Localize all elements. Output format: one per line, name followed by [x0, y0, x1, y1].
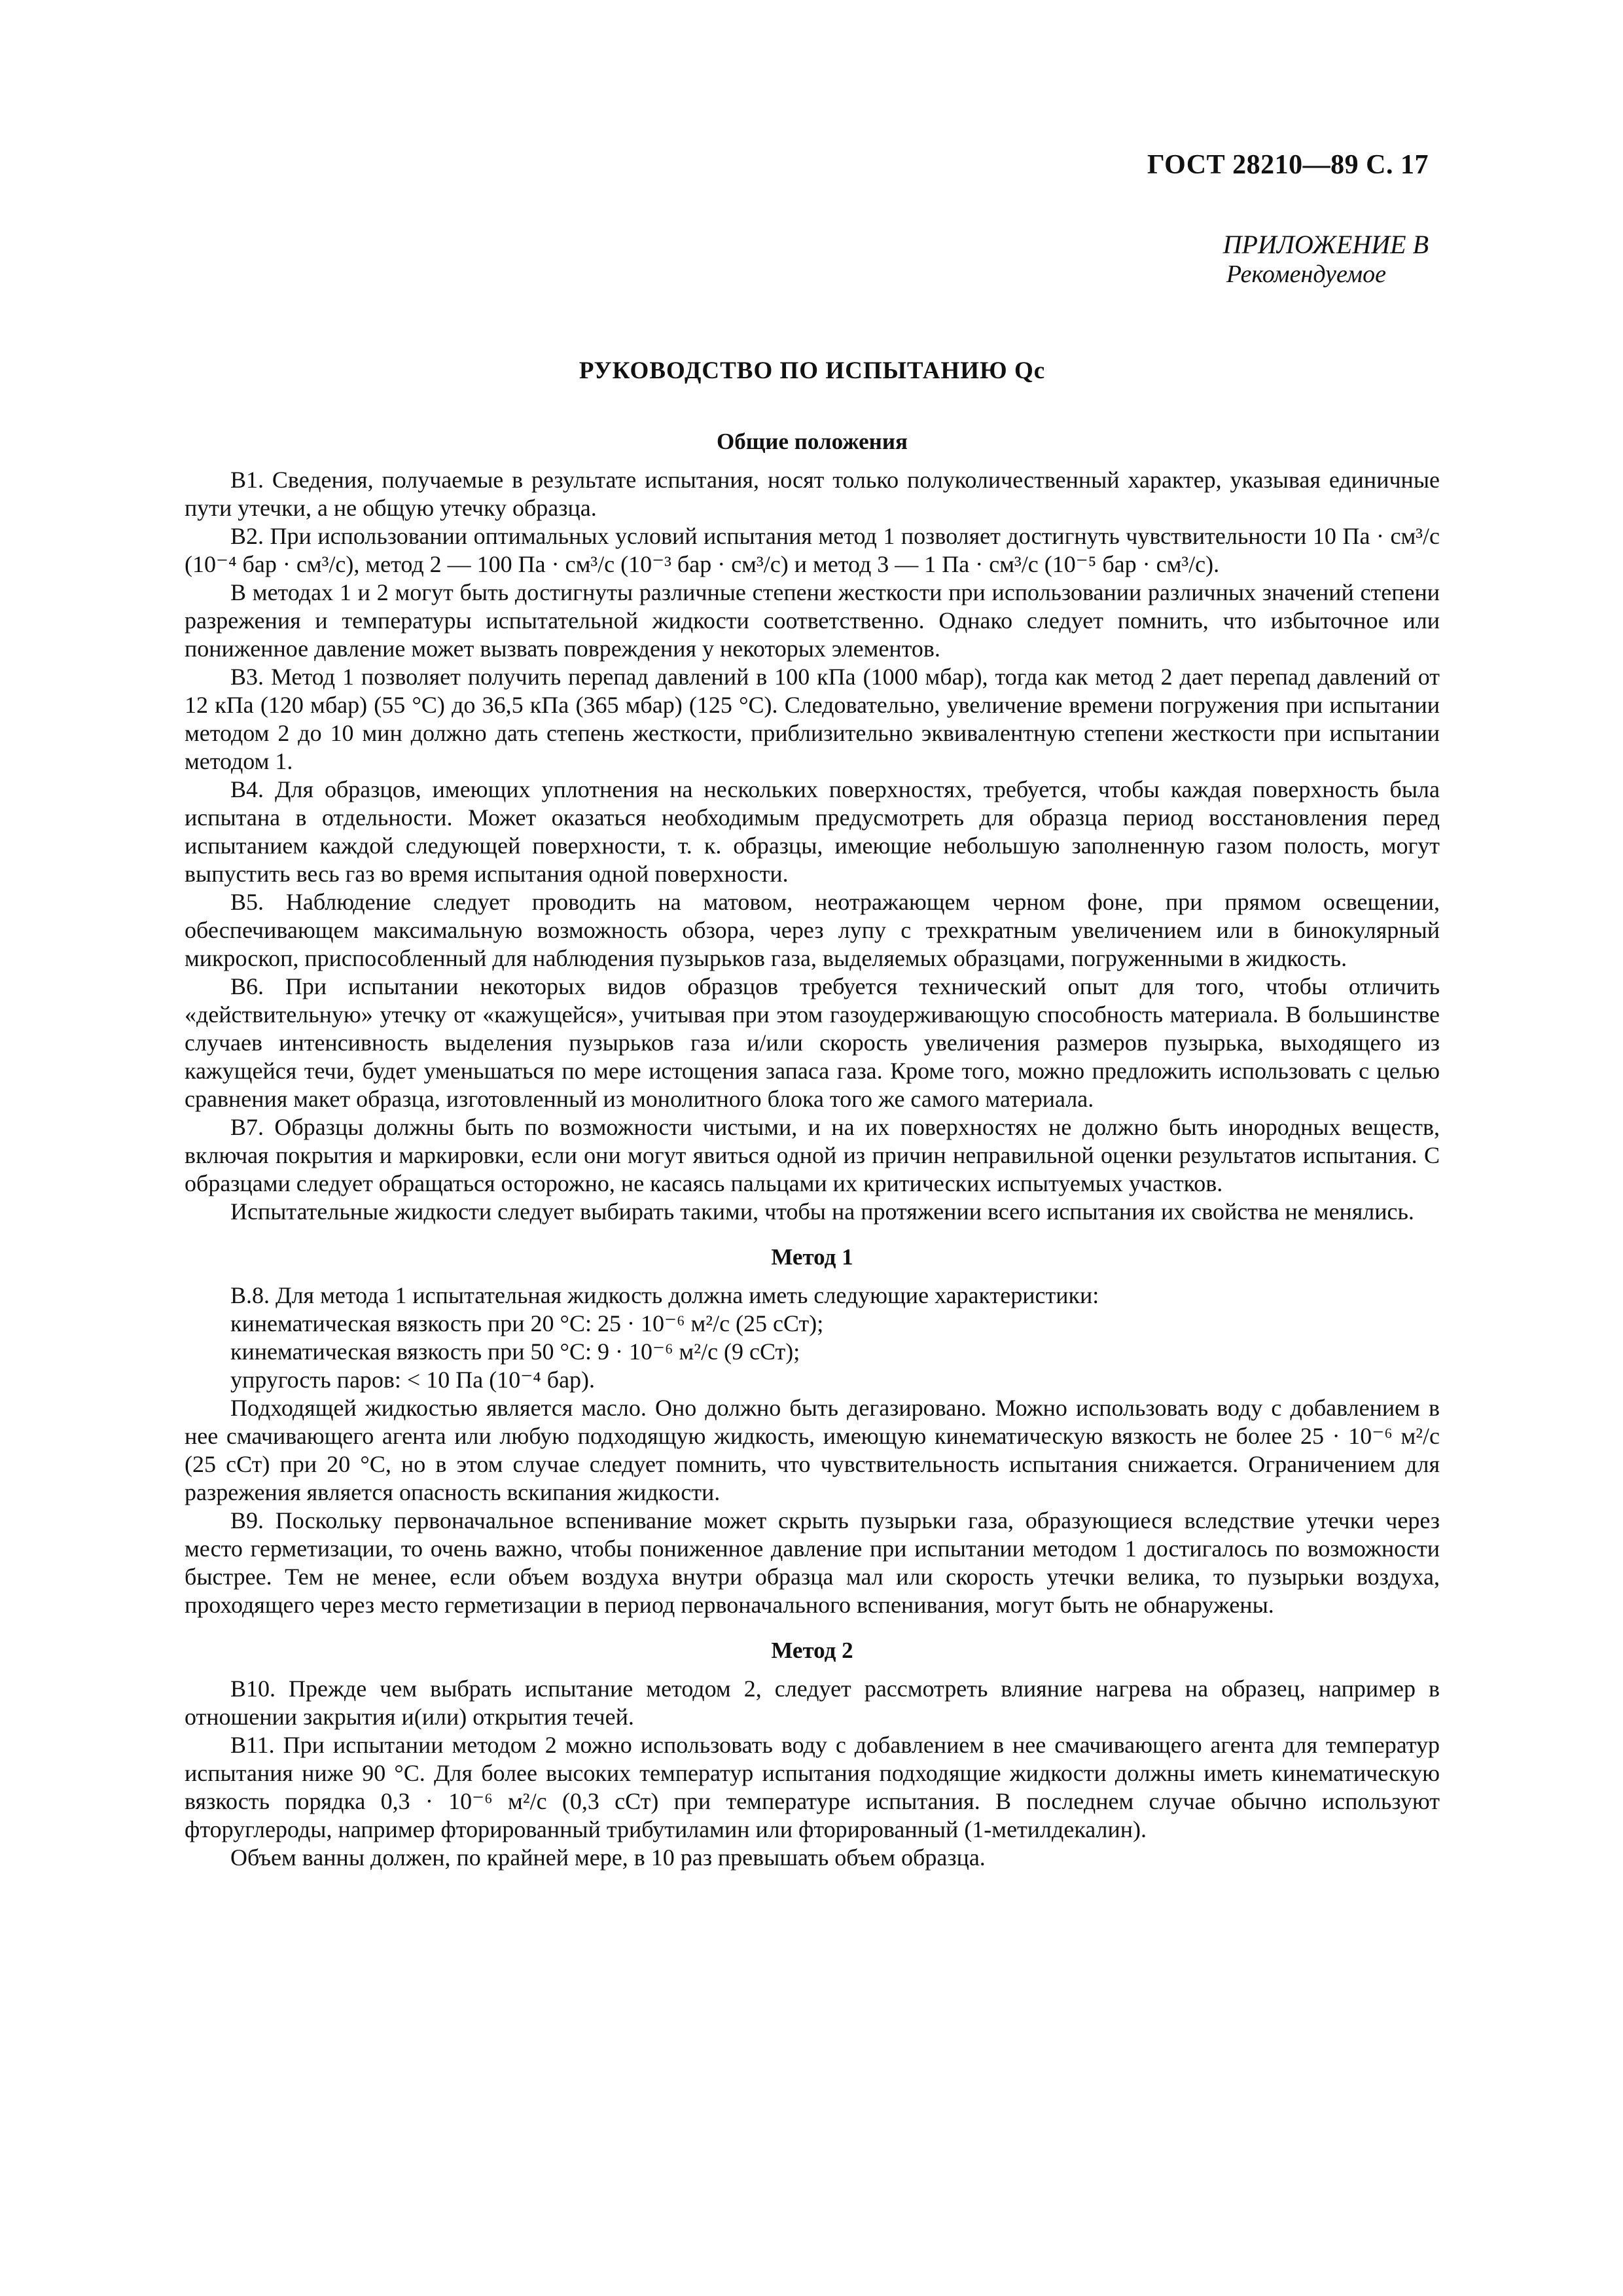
paragraph-b4: В4. Для образцов, имеющих уплотнения на нескольких поверхностях, требуется, чтобы каждая поверхность была испытана в отдельности. Может оказаться необходимым предусмотреть для образца период восстановления перед испытанием каждой следующей поверхности, т. к. образцы, имеющие небольшую заполненную газом полость, могут выпустить весь газ во время испытания одной поверхности. — [185, 776, 1440, 887]
paragraph-b1: В1. Сведения, получаемые в результате испытания, носят только полуколичественный характер, указывая единичные пути утечки, а не общую утечку образца. — [185, 467, 1440, 521]
list-item-viscosity-20: кинематическая вязкость при 20 °С: 25 · 10⁻⁶ м²/с (25 сСт); — [230, 1310, 824, 1336]
paragraph-b9: В9. Поскольку первоначальное вспенивание может скрыть пузырьки газа, образующиеся вследствие утечки через место герметизации, то очень важно, чтобы пониженное давление при испытании методом 1 достигалось по возможности быстрее. Тем не менее, если объем воздуха внутри образца мал или скорость утечки велика, то пузырьки воздуха, проходящего через место герметизации в период первоначального вспенивания, могут быть не обнаружены. — [185, 1507, 1440, 1618]
paragraph-b3: В3. Метод 1 позволяет получить перепад давлений в 100 кПа (1000 мбар), тогда как метод 2 дает перепад давлений от 12 кПа (120 мбар) (55 °С) до 36,5 кПа (365 мбар) (125 °С). Следовательно, увеличение времени погружения при испытании методом 2 до 10 мин должно дать степень жесткости, приблизительно эквивалентную степени жесткости при испытании методом 1. — [185, 664, 1440, 774]
document-body — [185, 357, 1440, 1872]
appendix-status: Рекомендуемое — [1226, 260, 1386, 288]
paragraph-b2: В2. При использовании оптимальных условий испытания метод 1 позволяет достигнуть чувствительности 10 Па · см³/с (10⁻⁴ бар · см³/с), метод 2 — 100 Па · см³/с (10⁻³ бар · см³/с) и метод 3 — 1 Па · см³/с (10⁻⁵ бар · см³/с). — [185, 523, 1440, 577]
paragraph-b11-cont: Объем ванны должен, по крайней мере, в 10 раз превышать объем образца. — [230, 1844, 986, 1871]
document-title: РУКОВОДСТВО ПО ИСПЫТАНИЮ Qc — [579, 357, 1046, 384]
section-heading-method-1: Метод 1 — [771, 1244, 853, 1270]
paragraph-b6: В6. При испытании некоторых видов образцов требуется технический опыт для того, чтобы отличить «действительную» утечку от «кажущейся», учитывая при этом газоудерживающую способность материала. В большинстве случаев интенсивность выделения пузырьков газа и/или скорость увеличения размеров пузырька, выходящего из кажущейся течи, будет уменьшаться по мере истощения запаса газа. Кроме того, можно предложить использовать с целью сравнения макет образца, изготовленный из монолитного блока того же самого материала. — [185, 973, 1440, 1112]
paragraph-b2-cont: В методах 1 и 2 могут быть достигнуты различные степени жесткости при использовании различных значений степени разрежения и температуры испытательной жидкости соответственно. Однако следует помнить, что избыточное или пониженное давление может вызвать повреждения у некоторых элементов. — [185, 579, 1440, 662]
section-heading-general: Общие положения — [717, 429, 908, 454]
appendix-label: ПРИЛОЖЕНИЕ В — [1222, 230, 1429, 259]
list-item-viscosity-50: кинематическая вязкость при 50 °С: 9 · 10⁻⁶ м²/с (9 сСт); — [230, 1338, 800, 1365]
section-heading-method-2: Метод 2 — [771, 1638, 853, 1663]
page-header-number: ГОСТ 28210—89 С. 17 — [1147, 150, 1429, 180]
paragraph-b5: В5. Наблюдение следует проводить на матовом, неотражающем черном фоне, при прямом освещении, обеспечивающем максимальную возможность обзора, через лупу с трехкратным увеличением или в бинокулярный микроскоп, приспособленный для наблюдения пузырьков газа, выделяемых образцами, погруженными в жидкость. — [185, 889, 1440, 971]
paragraph-b10: В10. Прежде чем выбрать испытание методом 2, следует рассмотреть влияние нагрева на образец, например в отношении закрытия и(или) открытия течей. — [185, 1676, 1440, 1730]
paragraph-b8: В.8. Для метода 1 испытательная жидкость должна иметь следующие характеристики: — [230, 1282, 1099, 1308]
paragraph-b7-cont: Испытательные жидкости следует выбирать такими, чтобы на протяжении всего испытания их свойства не менялись. — [230, 1198, 1414, 1225]
paragraph-b7: В7. Образцы должны быть по возможности чистыми, и на их поверхностях не должно быть инородных веществ, включая покрытия и маркировки, если они могут явиться одной из причин неправильной оценки результатов испытания. С образцами следует обращаться осторожно, не касаясь пальцами их критических испытуемых участков. — [185, 1114, 1440, 1196]
list-item-vapor-pressure: упругость паров: < 10 Па (10⁻⁴ бар). — [230, 1367, 596, 1393]
paragraph-b8-cont: Подходящей жидкостью является масло. Оно должно быть дегазировано. Можно использовать воду с добавлением в нее смачивающего агента или любую подходящую жидкость, имеющую кинематическую вязкость не более 25 · 10⁻⁶ м²/с (25 сСт) при 20 °С, но в этом случае следует помнить, что чувствительность испытания снижается. Ограничением для разрежения является опасность вскипания жидкости. — [185, 1395, 1440, 1505]
paragraph-b11: В11. При испытании методом 2 можно использовать воду с добавлением в нее смачивающего агента для температур испытания ниже 90 °С. Для более высоких температур испытания подходящие жидкости должны иметь кинематическую вязкость порядка 0,3 · 10⁻⁶ м²/с (0,3 сСт) при температуре испытания. В последнем случае обычно используют фторуглероды, например фторированный трибутиламин или фторированный (1-метилдекалин). — [185, 1732, 1440, 1842]
